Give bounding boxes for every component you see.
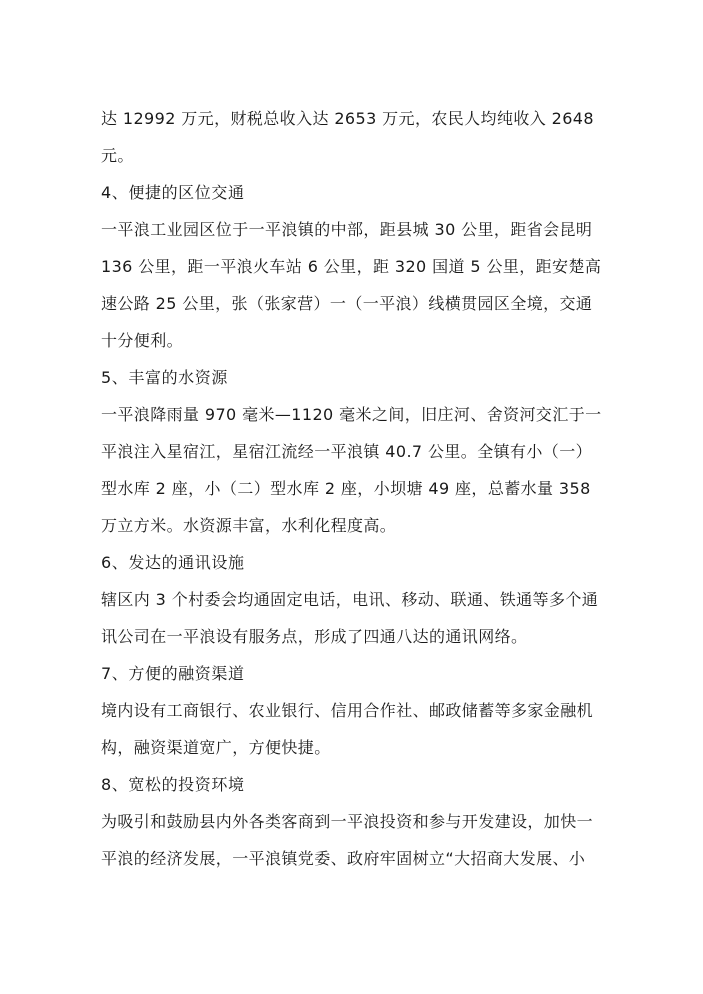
text-line: 构，融资渠道宽广，方便快捷。 bbox=[101, 738, 331, 757]
text-line: 辖区内 3 个村委会均通固定电话，电讯、移动、联通、铁通等多个通 bbox=[101, 590, 599, 609]
text-line: 平浪的经济发展，一平浪镇党委、政府牢固树立“大招商大发展、小 bbox=[101, 849, 586, 868]
text-line: 一平浪工业园区位于一平浪镇的中部，距县城 30 公里，距省会昆明 bbox=[101, 220, 593, 239]
text-line: 速公路 25 公里，张（张家营）一（一平浪）线横贯园区全境，交通 bbox=[101, 294, 593, 313]
text-line: 达 12992 万元，财税总收入达 2653 万元，农民人均纯收入 2648 bbox=[101, 109, 594, 128]
section-heading: 6、发达的通讯设施 bbox=[101, 553, 245, 572]
text-line: 平浪注入星宿江，星宿江流经一平浪镇 40.7 公里。全镇有小（一） bbox=[101, 442, 592, 461]
text-line: 万立方米。水资源丰富，水利化程度高。 bbox=[101, 516, 397, 535]
section-heading: 5、丰富的水资源 bbox=[101, 368, 228, 387]
section-heading: 7、方便的融资渠道 bbox=[101, 664, 245, 683]
section-heading: 8、宽松的投资环境 bbox=[101, 775, 245, 794]
text-line: 讯公司在一平浪设有服务点，形成了四通八达的通讯网络。 bbox=[101, 627, 528, 646]
text-line: 一平浪降雨量 970 毫米—1120 毫米之间，旧庄河、舍资河交汇于一 bbox=[101, 405, 602, 424]
text-line: 境内设有工商银行、农业银行、信用合作社、邮政储蓄等多家金融机 bbox=[101, 701, 594, 720]
text-line: 为吸引和鼓励县内外各类客商到一平浪投资和参与开发建设，加快一 bbox=[101, 812, 594, 831]
text-line: 型水库 2 座，小（二）型水库 2 座，小坝塘 49 座，总蓄水量 358 bbox=[101, 479, 591, 498]
text-line: 136 公里，距一平浪火车站 6 公里，距 320 国道 5 公里，距安楚高 bbox=[101, 257, 602, 276]
text-line: 元。 bbox=[101, 146, 134, 165]
text-line: 十分便利。 bbox=[101, 331, 184, 350]
section-heading: 4、便捷的区位交通 bbox=[101, 183, 245, 202]
